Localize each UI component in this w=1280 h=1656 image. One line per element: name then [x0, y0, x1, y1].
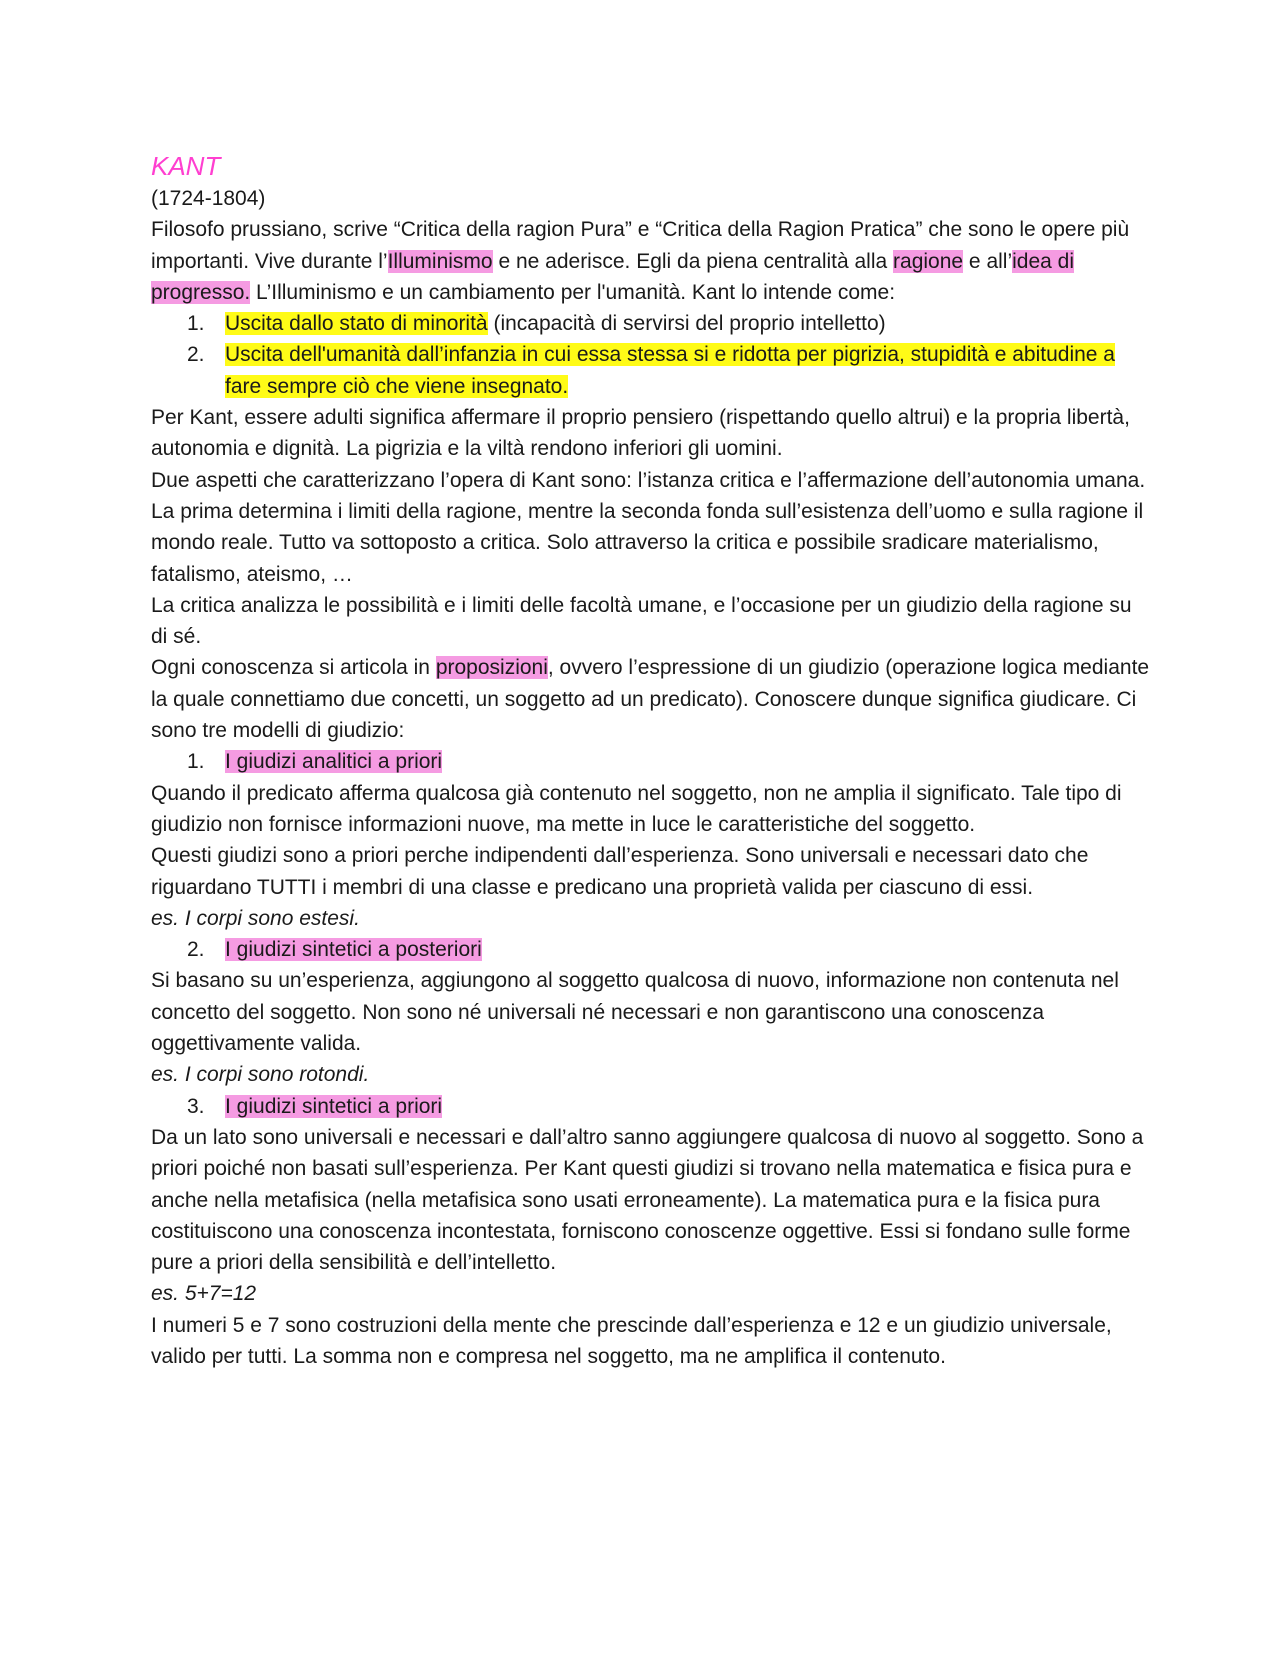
intro-text: Filosofo prussiano, scrive “Critica della ragion Pura” e “Critica della Ragion Pratica” che sono le opere più importanti. Vive durante l’: [151, 218, 1130, 273]
paragraph-adulti: Per Kant, essere adulti significa affermare il proprio pensiero (rispettando quello altrui) e la propria libertà, autonomia e dignità. La pigrizia e la viltà rendono inferiori gli uomini.: [151, 406, 1130, 461]
conoscenza-text: , ovvero l’espressione di un giudizio (operazione logica mediante la quale connettiamo due concetti, un soggetto ad un predicato). Conoscere dunque significa giudicare. Ci sono tre modelli di giudizio:: [151, 656, 1150, 743]
paragraph: Quando il predicato afferma qualcosa già contenuto nel soggetto, non ne amplia il significato. Tale tipo di giudizio non fornisce informazioni nuove, ma mette in luce le caratteristiche del soggetto.: [151, 781, 1122, 836]
paragraph-conoscenza: [151, 652, 1151, 746]
list-number: 2.: [187, 938, 205, 962]
list-number: 1.: [187, 312, 205, 336]
list-item-giudizio: [151, 1091, 1151, 1122]
intro-paragraph: [151, 214, 1151, 308]
intro-text: e all’: [963, 249, 1013, 273]
paragraph: Si basano su un’esperienza, aggiungono al soggetto qualcosa di nuovo, informazione non contenuta nel concetto del soggetto. Non sono né universali né necessari e non garantiscono una conoscenza oggettivamente valida.: [151, 969, 1119, 1056]
paragraph: Da un lato sono universali e necessari e dall’altro sanno aggiungere qualcosa di nuovo al soggetto. Sono a priori poiché non basati sull’esperienza. Per Kant questi giudizi si trovano nella matematica e fisica pura e anche nella metafisica (nella metafisica sono usati erroneamente). La matematica pura e la fisica pura costituiscono una conoscenza incontestata, forniscono conoscenze oggettive. Essi si fondano sulle forme pure a priori della sensibilità e dell’intelletto.: [151, 1125, 1144, 1275]
paragraph: Questi giudizi sono a priori perche indipendenti dall’esperienza. Sono universali e necessari dato che riguardano TUTTI i membri di una classe e predicano una proprietà valida per ciascuno di essi.: [151, 844, 1089, 899]
highlight-illuminismo: Illuminismo: [387, 249, 493, 273]
example: es. 5+7=12: [151, 1282, 257, 1306]
highlight-minorita: Uscita dallo stato di minorità: [225, 312, 488, 336]
heading-analitici-a-priori: I giudizi analitici a priori: [225, 750, 443, 774]
conoscenza-text: Ogni conoscenza si articola in: [151, 656, 436, 680]
dates: (1724-1804): [151, 187, 266, 210]
paragraph-numeri: I numeri 5 e 7 sono costruzioni della mente che prescinde dall’esperienza e 12 e un giudizio universale, valido per tutti. La somma non e compresa nel soggetto, ma ne amplifica il contenuto.: [151, 1313, 1112, 1368]
highlight-infanzia: Uscita dell'umanità dall’infanzia in cui essa stessa si e ridotta per pigrizia, stupidità e abitudine a fare sempre ciò che viene insegnato.: [225, 343, 1115, 398]
highlight-progresso: idea di progresso.: [151, 249, 1075, 304]
list-number: 2.: [187, 343, 205, 367]
list-number: 1.: [187, 750, 205, 774]
list-item: [151, 339, 1151, 402]
page-title: KANT: [151, 151, 221, 181]
heading-sintetici-a-posteriori: I giudizi sintetici a posteriori: [225, 938, 482, 962]
list-item-giudizio: [151, 746, 1151, 777]
paragraph-critica: La critica analizza le possibilità e i limiti delle facoltà umane, e l’occasione per un giudizio della ragione su di sé.: [151, 593, 1132, 649]
intro-text: e ne aderisce. Egli da piena centralità alla: [492, 249, 894, 273]
highlight-ragione: ragione: [893, 249, 964, 273]
example: es. I corpi sono rotondi.: [151, 1063, 370, 1087]
example: es. I corpi sono estesi.: [151, 906, 360, 930]
highlight-proposizioni: proposizioni: [435, 656, 548, 680]
heading-sintetici-a-priori: I giudizi sintetici a priori: [225, 1094, 443, 1118]
list-item-text: (incapacità di servirsi del proprio intelletto): [487, 312, 886, 336]
list-number: 3.: [187, 1094, 205, 1118]
list-item: [151, 308, 1151, 339]
paragraph-aspetti: Due aspetti che caratterizzano l’opera di Kant sono: l’istanza critica e l’affermazione dell’autonomia umana. La prima determina i limiti della ragione, mentre la seconda fonda sull’esistenza dell’uomo e sulla ragione il mondo reale. Tutto va sottoposto a critica. Solo attraverso la critica e possibile sradicare materialismo, fatalismo, ateismo, …: [151, 468, 1146, 586]
list-item-giudizio: [151, 934, 1151, 965]
document-body: [151, 150, 1151, 1372]
intro-text: L’Illuminismo e un cambiamento per l'umanità. Kant lo intende come:: [250, 280, 896, 304]
